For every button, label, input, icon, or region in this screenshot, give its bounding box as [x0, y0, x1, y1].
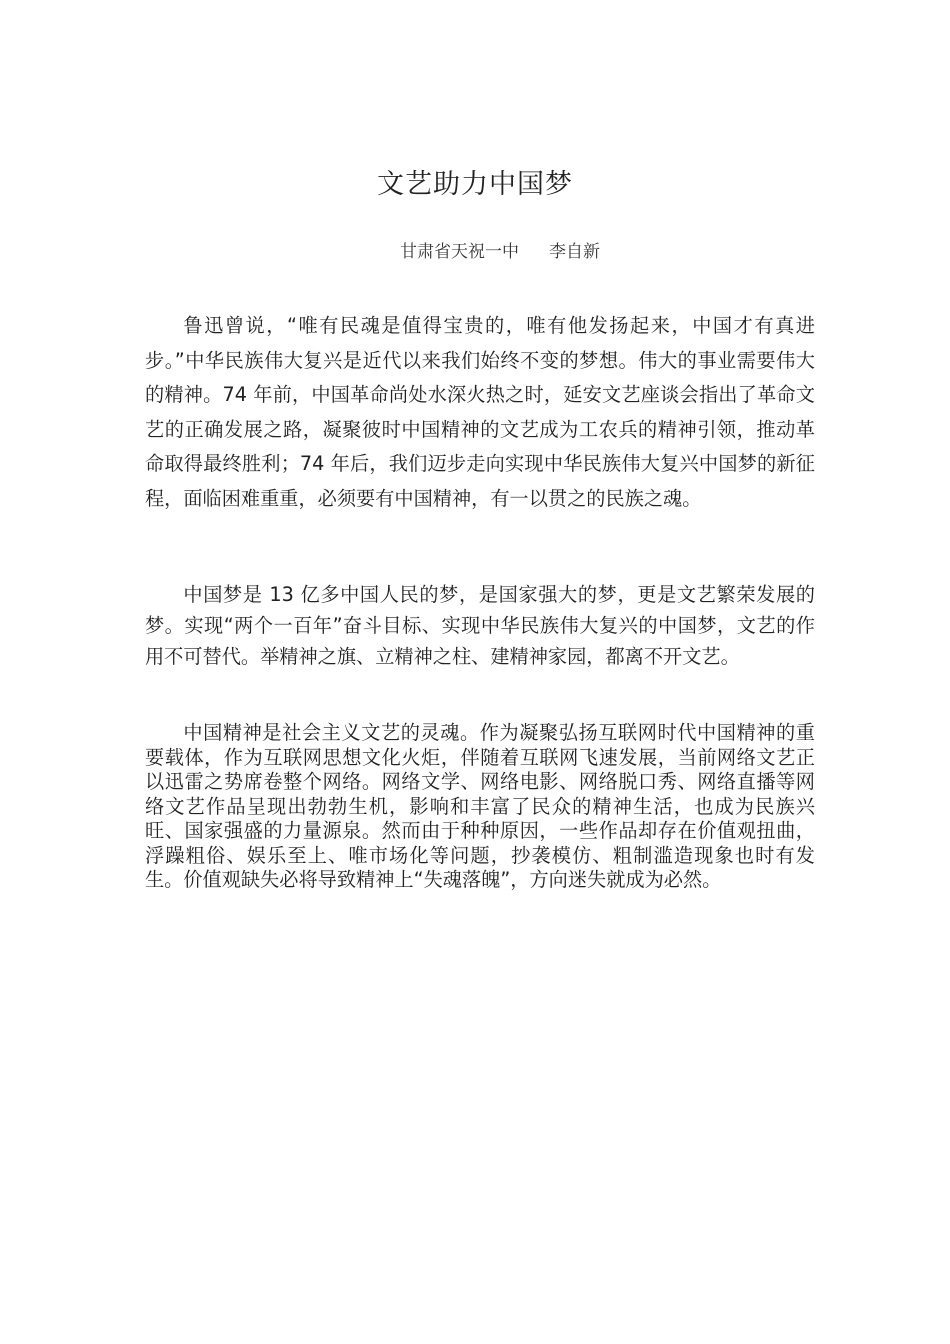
paragraph-3: 中国精神是社会主义文艺的灵魂。作为凝聚弘扬互联网时代中国精神的重要载体，作为互联网思想文化火炬，伴随着互联网飞速发展，当前网络文艺正以迅雷之势席卷整个网络。网络文学、网络电影、网络脱口秀、网络直播等网络文艺作品呈现出勃勃生机，影响和丰富了民众的精神生活，也成为民族兴旺、国家强盛的力量源泉。然而由于种种原因，一些作品却存在价值观扭曲，浮躁粗俗、娱乐至上、唯市场化等问题，抄袭模仿、粗制滥造现象也时有发生。价值观缺失必将导致精神上“失魂落魄”，方向迷失就成为必然。 — [145, 721, 815, 892]
author-name: 李自新 — [549, 242, 600, 262]
paragraph-2: 中国梦是 13 亿多中国人民的梦，是国家强大的梦，更是文艺繁荣发展的梦。实现“两个一百年”奋斗目标、实现中华民族伟大复兴的中国梦，文艺的作用不可替代。举精神之旗、立精神之柱、建精神家园，都离不开文艺。 — [145, 583, 815, 669]
school-name: 甘肃省天祝一中 — [400, 242, 519, 262]
article-title: 文艺助力中国梦 — [377, 169, 573, 200]
byline — [400, 237, 600, 262]
paragraph-1: 鲁迅曾说，“唯有民魂是值得宝贵的，唯有他发扬起来，中国才有真进步。”中华民族伟大复兴是近代以来我们始终不变的梦想。伟大的事业需要伟大的精神。74 年前，中国革命尚处水深火热之时，延安文艺座谈会指出了革命文艺的正确发展之路，凝聚彼时中国精神的文艺成为工农兵的精神引领，推动革命取得最终胜利；74 年后，我们迈步走向实现中华民族伟大复兴中国梦的新征程，面临困难重重，必须要有中国精神，有一以贯之的民族之魂。 — [145, 314, 815, 510]
